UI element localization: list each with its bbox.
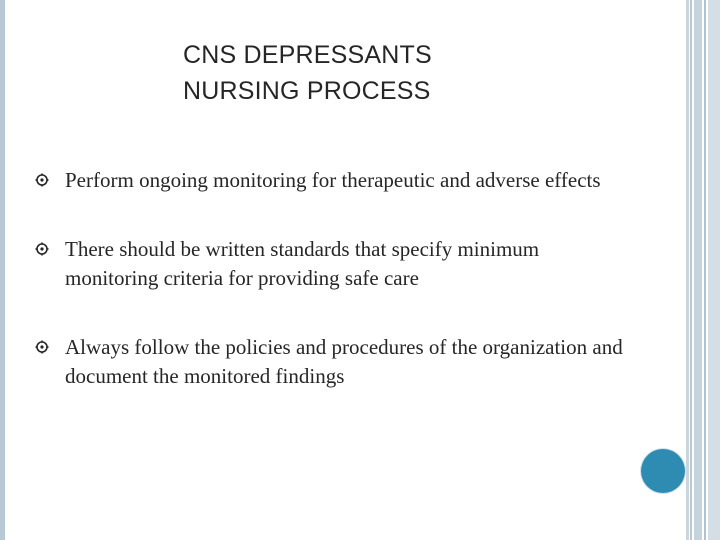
bullet-item — [35, 333, 635, 391]
slide-title-line-2: NURSING PROCESS — [183, 77, 431, 105]
bullet-text: Perform ongoing monitoring for therapeutic and adverse effects — [65, 168, 601, 192]
left-border-decoration — [0, 0, 5, 540]
right-stripe-decoration — [686, 0, 720, 540]
stripe — [690, 0, 692, 540]
gear-bullet-icon — [35, 340, 49, 354]
bullet-item — [35, 166, 635, 195]
bullet-text: There should be written standards that specify minimum monitoring criteria for providing safe care — [65, 237, 540, 290]
bullet-list — [35, 166, 635, 431]
accent-circle-decoration — [641, 449, 685, 493]
slide-title — [183, 37, 432, 109]
stripe — [708, 0, 720, 540]
bullet-item — [35, 235, 635, 293]
bullet-text: Always follow the policies and procedures of the organization and document the monitored findings — [65, 335, 623, 388]
gear-bullet-icon — [35, 173, 49, 187]
stripe — [704, 0, 706, 540]
slide-title-line-1: CNS DEPRESSANTS — [183, 41, 432, 69]
stripe — [694, 0, 702, 540]
stripe — [686, 0, 689, 540]
gear-bullet-icon — [35, 242, 49, 256]
